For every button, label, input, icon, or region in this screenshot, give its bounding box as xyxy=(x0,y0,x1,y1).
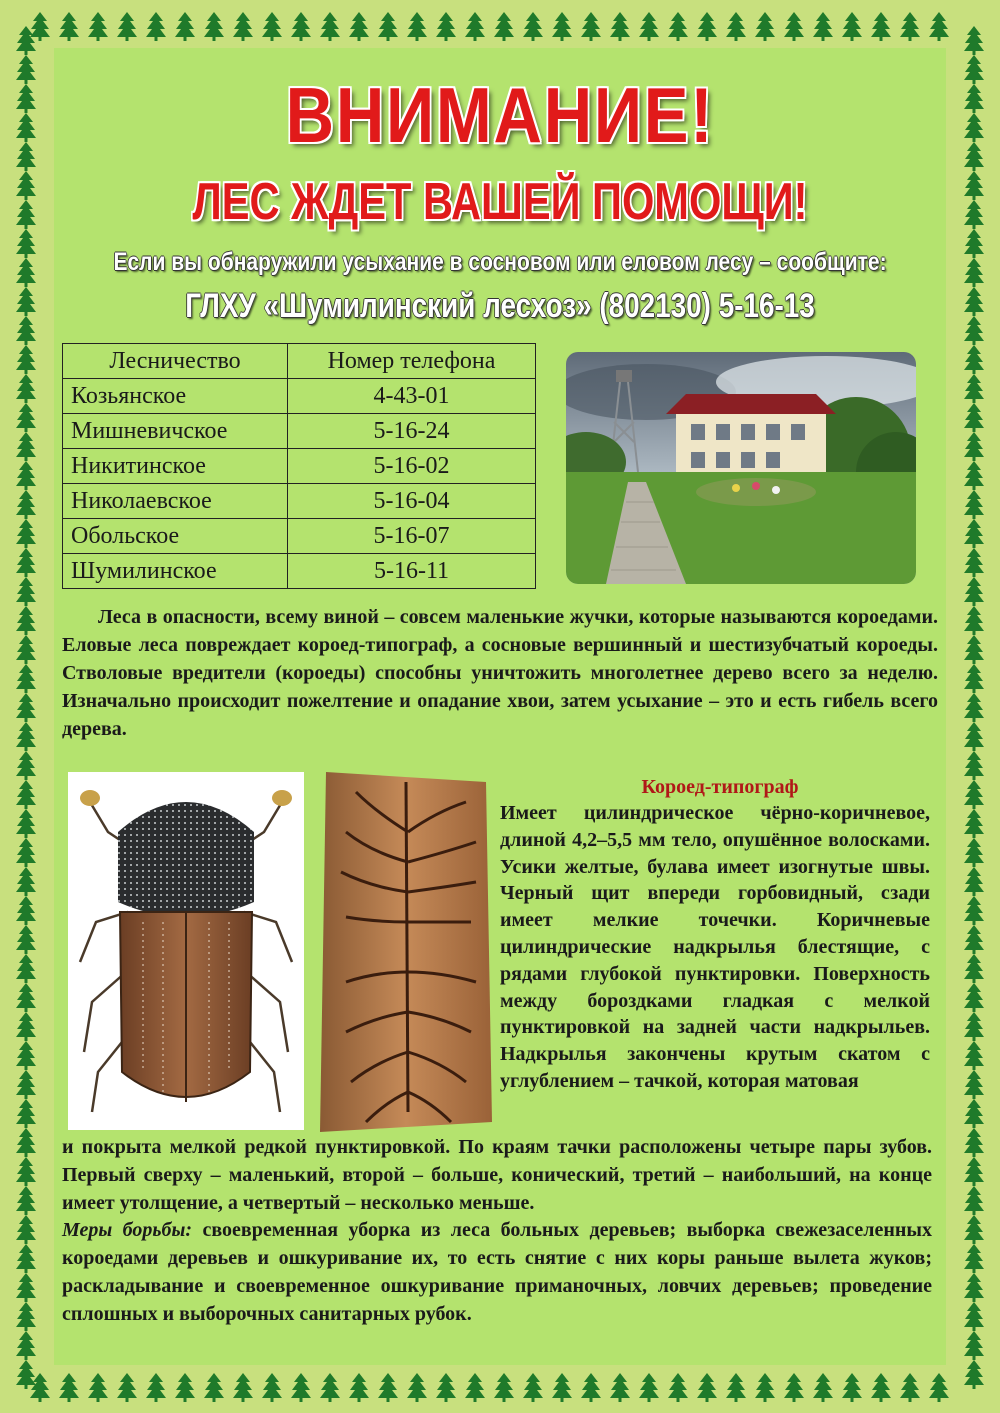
fir-tree-icon xyxy=(964,983,984,1012)
fir-tree-icon xyxy=(16,693,36,722)
fir-tree-icon xyxy=(552,1373,572,1402)
forestry-phone: 5-16-04 xyxy=(288,484,536,519)
fir-tree-icon xyxy=(964,577,984,606)
fir-tree-icon xyxy=(964,1099,984,1128)
fir-tree-icon xyxy=(668,12,688,41)
fir-tree-icon xyxy=(16,983,36,1012)
fir-tree-icon xyxy=(964,461,984,490)
fir-tree-icon xyxy=(964,809,984,838)
fir-tree-icon xyxy=(726,1373,746,1402)
fir-tree-icon xyxy=(964,1128,984,1157)
fir-tree-icon xyxy=(30,1373,50,1402)
fir-tree-icon xyxy=(964,200,984,229)
fir-tree-icon xyxy=(16,316,36,345)
fir-tree-icon xyxy=(964,374,984,403)
species-description-continued: и покрыта мелкой редкой пунктировкой. По краям тачки расположены четыре пары зубов. Первый сверху – маленький, второй – больше, конический, третий – наибольший, на конце имеет утолщение, а четвертый – несколько меньше. xyxy=(62,1136,932,1214)
fir-tree-icon xyxy=(16,287,36,316)
fir-tree-icon xyxy=(784,12,804,41)
fir-tree-icon xyxy=(964,1186,984,1215)
bark-gallery-photo xyxy=(316,772,496,1132)
fir-tree-icon xyxy=(964,1331,984,1360)
fir-tree-icon xyxy=(407,12,427,41)
fir-tree-icon xyxy=(30,12,50,41)
fir-tree-icon xyxy=(16,1331,36,1360)
forestry-name: Никитинское xyxy=(63,449,288,484)
fir-tree-icon xyxy=(349,1373,369,1402)
fir-tree-icon xyxy=(610,12,630,41)
fir-tree-icon xyxy=(16,838,36,867)
control-measures xyxy=(62,1216,932,1328)
fir-tree-icon xyxy=(175,1373,195,1402)
fir-tree-icon xyxy=(964,867,984,896)
forestry-contacts-table xyxy=(62,343,536,589)
forestry-name: Мишневичское xyxy=(63,414,288,449)
page-subtitle: ЛЕС ЖДЕТ ВАШЕЙ ПОМОЩИ! xyxy=(192,173,808,231)
fir-tree-icon xyxy=(964,26,984,55)
fir-tree-icon xyxy=(697,1373,717,1402)
fir-tree-icon xyxy=(842,12,862,41)
fir-tree-icon xyxy=(964,490,984,519)
fir-tree-icon xyxy=(964,1360,984,1389)
forestry-name: Козьянское xyxy=(63,379,288,414)
fir-tree-icon xyxy=(16,26,36,55)
fir-tree-icon xyxy=(964,954,984,983)
fir-tree-icon xyxy=(494,1373,514,1402)
fir-tree-icon xyxy=(117,12,137,41)
table-row xyxy=(63,379,536,414)
fir-tree-icon xyxy=(964,1244,984,1273)
fir-tree-icon xyxy=(16,1099,36,1128)
fir-tree-icon xyxy=(964,84,984,113)
forestry-name: Обольское xyxy=(63,519,288,554)
fir-tree-icon xyxy=(291,1373,311,1402)
forestry-name: Николаевское xyxy=(63,484,288,519)
fir-tree-icon xyxy=(16,200,36,229)
page-title: ВНИМАНИЕ! xyxy=(285,71,715,159)
fir-tree-icon xyxy=(964,896,984,925)
table-row xyxy=(63,449,536,484)
fir-tree-icon xyxy=(755,12,775,41)
fir-tree-icon xyxy=(964,838,984,867)
fir-tree-icon xyxy=(639,1373,659,1402)
fir-tree-icon xyxy=(436,12,456,41)
fir-tree-icon xyxy=(871,1373,891,1402)
fir-tree-icon xyxy=(726,12,746,41)
fir-tree-icon xyxy=(964,693,984,722)
fir-tree-icon xyxy=(16,1244,36,1273)
fir-tree-icon xyxy=(16,374,36,403)
fir-tree-icon xyxy=(16,1012,36,1041)
bark-beetle-illustration xyxy=(68,772,304,1130)
fir-tree-icon xyxy=(964,925,984,954)
fir-tree-icon xyxy=(964,635,984,664)
forestry-phone: 5-16-24 xyxy=(288,414,536,449)
fir-tree-icon xyxy=(146,12,166,41)
fir-tree-icon xyxy=(233,12,253,41)
fir-tree-icon xyxy=(964,171,984,200)
fir-tree-icon xyxy=(784,1373,804,1402)
fir-tree-icon xyxy=(964,345,984,374)
fir-tree-icon xyxy=(16,1157,36,1186)
fir-tree-icon xyxy=(610,1373,630,1402)
fir-tree-icon xyxy=(16,258,36,287)
fir-tree-icon xyxy=(900,12,920,41)
fir-tree-icon xyxy=(16,84,36,113)
forestry-phone: 5-16-11 xyxy=(288,554,536,589)
fir-tree-icon xyxy=(16,432,36,461)
table-row xyxy=(63,484,536,519)
fir-tree-icon xyxy=(291,12,311,41)
fir-tree-icon xyxy=(494,12,514,41)
forestry-name: Шумилинское xyxy=(63,554,288,589)
fir-tree-icon xyxy=(16,461,36,490)
fir-tree-icon xyxy=(262,12,282,41)
fir-tree-icon xyxy=(175,12,195,41)
fir-tree-icon xyxy=(16,809,36,838)
fir-tree-icon xyxy=(59,12,79,41)
fir-tree-icon xyxy=(964,1070,984,1099)
fir-tree-icon xyxy=(117,1373,137,1402)
fir-tree-icon xyxy=(697,12,717,41)
fir-tree-icon xyxy=(88,1373,108,1402)
fir-tree-icon xyxy=(16,229,36,258)
fir-tree-icon xyxy=(813,12,833,41)
fir-tree-icon xyxy=(465,12,485,41)
fir-tree-icon xyxy=(16,55,36,84)
table-header-row xyxy=(63,344,536,379)
table-row xyxy=(63,519,536,554)
fir-tree-icon xyxy=(16,664,36,693)
species-title: Короед-типограф xyxy=(641,776,799,798)
fir-tree-icon xyxy=(964,1157,984,1186)
fir-tree-icon xyxy=(964,229,984,258)
column-header-phone: Номер телефона xyxy=(288,344,536,379)
fir-tree-icon xyxy=(16,345,36,374)
fir-tree-icon xyxy=(964,432,984,461)
fir-tree-icon xyxy=(900,1373,920,1402)
contact-line: ГЛХУ «Шумилинский лесхоз» (802130) 5-16-13 xyxy=(185,287,815,325)
fir-tree-icon xyxy=(16,171,36,200)
fir-tree-icon xyxy=(16,954,36,983)
fir-tree-icon xyxy=(16,722,36,751)
fir-tree-icon xyxy=(668,1373,688,1402)
fir-tree-icon xyxy=(16,490,36,519)
table-row xyxy=(63,414,536,449)
table-row xyxy=(63,554,536,589)
fir-tree-icon xyxy=(16,606,36,635)
fir-tree-icon xyxy=(964,258,984,287)
control-measures-text: своевременная уборка из леса больных деревьев; выборка свежезаселенных короедами деревьев и ошкуривание их, то есть снятие с них коры раньше вылета жуков; раскладывание и своевременное ошкуривание приманочных, ловчих деревьев; проведение сплошных и выборочных санитарных рубок. xyxy=(62,1219,932,1325)
fir-tree-icon xyxy=(16,577,36,606)
fir-tree-icon xyxy=(964,722,984,751)
fir-tree-icon xyxy=(964,664,984,693)
fir-tree-icon xyxy=(929,1373,949,1402)
fir-tree-icon xyxy=(349,12,369,41)
fir-tree-icon xyxy=(16,142,36,171)
fir-tree-icon xyxy=(16,751,36,780)
species-description: Имеет цилиндрическое чёрно-коричневое, длиной 4,2–5,5 мм тело, опушённое волосками. Усики желтые, булава имеет изогнутые швы. Черный щит впереди горбовидный, сзади имеет мелкие точечки. Коричневые цилиндрические надкрылья блестящие, с рядами глубокой пунктировки. Поверхность между бороздками гладкая с мелкой пунктировкой на задней части надкрыльев. Надкрылья закончены крутым скатом с углублением – тачкой, которая матовая xyxy=(500,802,930,1092)
fir-tree-icon xyxy=(964,142,984,171)
forestry-phone: 4-43-01 xyxy=(288,379,536,414)
fir-tree-icon xyxy=(204,1373,224,1402)
fir-tree-icon xyxy=(871,12,891,41)
fir-tree-icon xyxy=(813,1373,833,1402)
fir-tree-icon xyxy=(465,1373,485,1402)
fir-tree-icon xyxy=(16,1041,36,1070)
report-instruction: Если вы обнаружили усыхание в сосновом или еловом лесу – сообщите: xyxy=(113,248,887,276)
forestry-phone: 5-16-07 xyxy=(288,519,536,554)
fir-tree-icon xyxy=(581,1373,601,1402)
fir-tree-icon xyxy=(16,1128,36,1157)
fir-tree-icon xyxy=(964,606,984,635)
fir-tree-icon xyxy=(639,12,659,41)
fir-tree-icon xyxy=(964,1012,984,1041)
fir-tree-icon xyxy=(16,780,36,809)
fir-tree-icon xyxy=(964,519,984,548)
fir-tree-icon xyxy=(964,548,984,577)
fir-tree-icon xyxy=(842,1373,862,1402)
fir-tree-icon xyxy=(16,1186,36,1215)
fir-tree-icon xyxy=(204,12,224,41)
column-header-forestry: Лесничество xyxy=(63,344,288,379)
fir-tree-icon xyxy=(964,1302,984,1331)
fir-tree-icon xyxy=(320,12,340,41)
fir-tree-icon xyxy=(146,1373,166,1402)
fir-tree-icon xyxy=(59,1373,79,1402)
fir-tree-icon xyxy=(233,1373,253,1402)
fir-tree-icon xyxy=(964,316,984,345)
fir-tree-icon xyxy=(16,635,36,664)
fir-tree-icon xyxy=(16,403,36,432)
fir-tree-icon xyxy=(436,1373,456,1402)
fir-tree-icon xyxy=(929,12,949,41)
fir-tree-icon xyxy=(16,548,36,577)
fir-tree-icon xyxy=(964,287,984,316)
fir-tree-icon xyxy=(964,1215,984,1244)
intro-paragraph: Леса в опасности, всему виной – совсем маленькие жучки, которые называются короедами. Еловые леса повреждает короед-типограф, а сосновые вершинный и шестизубчатый короеды. Стволовые вредители (короеды) способны уничтожить многолетнее дерево всего за неделю. Изначально происходит пожелтение и опадание хвои, затем усыхание – это и есть гибель всего дерева. xyxy=(62,606,938,740)
fir-tree-icon xyxy=(964,113,984,142)
fir-tree-icon xyxy=(523,1373,543,1402)
fir-tree-icon xyxy=(262,1373,282,1402)
forestry-building-photo xyxy=(566,352,916,584)
fir-tree-icon xyxy=(16,519,36,548)
fir-tree-icon xyxy=(16,896,36,925)
fir-tree-icon xyxy=(320,1373,340,1402)
fir-tree-icon xyxy=(16,1360,36,1389)
fir-tree-icon xyxy=(964,780,984,809)
fir-tree-icon xyxy=(964,1041,984,1070)
fir-tree-icon xyxy=(755,1373,775,1402)
fir-tree-icon xyxy=(964,1273,984,1302)
fir-tree-icon xyxy=(16,867,36,896)
fir-tree-icon xyxy=(378,12,398,41)
fir-tree-icon xyxy=(964,403,984,432)
forestry-phone: 5-16-02 xyxy=(288,449,536,484)
fir-tree-icon xyxy=(552,12,572,41)
control-measures-label: Меры борьбы: xyxy=(62,1219,193,1241)
fir-tree-icon xyxy=(523,12,543,41)
fir-tree-icon xyxy=(581,12,601,41)
fir-tree-icon xyxy=(16,1070,36,1099)
fir-tree-icon xyxy=(16,1273,36,1302)
fir-tree-icon xyxy=(378,1373,398,1402)
fir-tree-icon xyxy=(964,751,984,780)
fir-tree-icon xyxy=(16,925,36,954)
fir-tree-icon xyxy=(16,113,36,142)
fir-tree-icon xyxy=(964,55,984,84)
fir-tree-icon xyxy=(16,1302,36,1331)
fir-tree-icon xyxy=(88,12,108,41)
fir-tree-icon xyxy=(407,1373,427,1402)
fir-tree-icon xyxy=(16,1215,36,1244)
